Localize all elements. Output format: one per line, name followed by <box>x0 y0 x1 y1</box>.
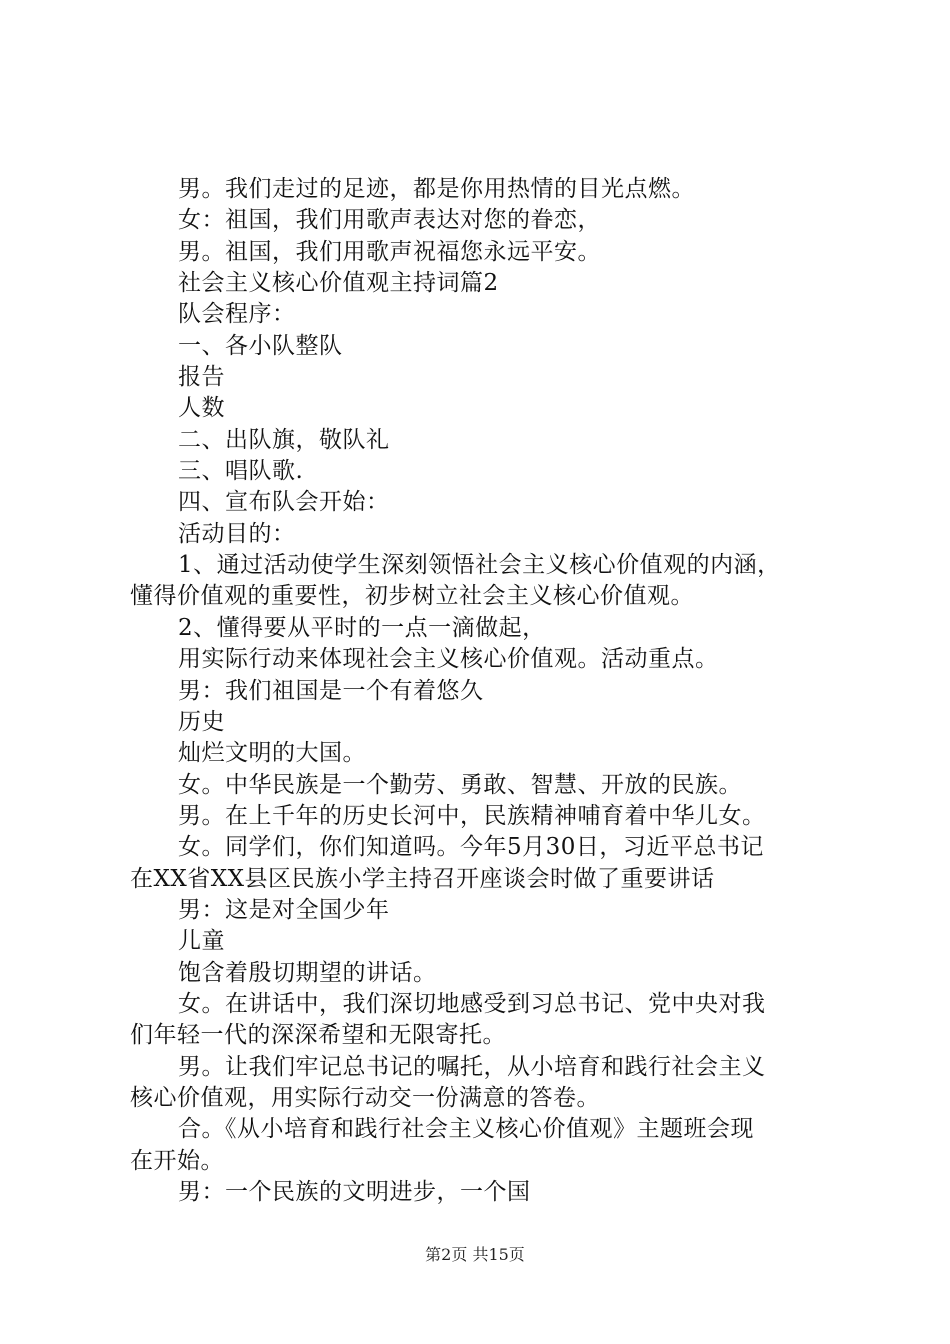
text-line: 男：这是对全国少年 <box>178 896 390 923</box>
text-line: 用实际行动来体现社会主义核心价值观。活动重点。 <box>178 646 719 673</box>
text-line: 男。我们走过的足迹，都是你用热情的目光点燃。 <box>178 176 695 202</box>
text-line: 灿烂文明的大国。 <box>178 740 366 767</box>
text-line: 男：一个民族的文明进步，一个国 <box>178 1179 531 1205</box>
text-line: 在开始。 <box>130 1147 224 1174</box>
page-number-footer: 第2页 共15页 <box>425 1245 525 1264</box>
text-line: 历史 <box>178 708 225 735</box>
text-line: 男。让我们牢记总书记的嘱托，从小培育和践行社会主义 <box>178 1053 766 1080</box>
text-line: 们年轻一代的深深希望和无限寄托。 <box>130 1022 506 1049</box>
text-line: 二、出队旗，敬队礼 <box>178 426 390 453</box>
text-line: 三、唱队歌. <box>178 458 304 485</box>
text-line: 男。祖国，我们用歌声祝福您永远平安。 <box>178 238 601 265</box>
text-line: 女：祖国，我们用歌声表达对您的眷恋， <box>178 207 601 234</box>
text-line: 女。中华民族是一个勤劳、勇敢、智慧、开放的民族。 <box>178 771 742 798</box>
text-line: 四、宣布队会开始： <box>178 489 390 516</box>
text-line: 人数 <box>178 395 225 422</box>
text-line: 合。《从小培育和践行社会主义核心价值观》主题班会现 <box>178 1116 754 1143</box>
text-line: 活动目的： <box>178 520 296 547</box>
text-line: 男。在上千年的历史长河中，民族精神哺育着中华儿女。 <box>178 802 766 829</box>
text-line: 饱含着殷切期望的讲话。 <box>178 959 437 986</box>
text-line: 懂得价值观的重要性，初步树立社会主义核心价值观。 <box>130 583 694 610</box>
text-line: 队会程序： <box>178 301 296 328</box>
text-line: 女。在讲话中，我们深切地感受到习总书记、党中央对我 <box>178 990 766 1017</box>
text-line: 儿童 <box>178 928 225 955</box>
text-line: 2、懂得要从平时的一点一滴做起， <box>178 614 546 641</box>
text-line: 女。同学们，你们知道吗。今年5月30日，习近平总书记 <box>178 834 764 861</box>
text-line: 社会主义核心价值观主持词篇2 <box>178 270 499 297</box>
document-body <box>130 174 834 1208</box>
text-line: 1、通过活动使学生深刻领悟社会主义核心价值观的内涵， <box>178 552 781 579</box>
text-line: 报告 <box>178 364 225 391</box>
text-line: 男：我们祖国是一个有着悠久 <box>178 677 484 704</box>
text-line: 一、各小队整队 <box>178 332 343 359</box>
text-line: 在XX省XX县区民族小学主持召开座谈会时做了重要讲话 <box>130 865 715 892</box>
text-line: 核心价值观，用实际行动交一份满意的答卷。 <box>130 1084 600 1111</box>
